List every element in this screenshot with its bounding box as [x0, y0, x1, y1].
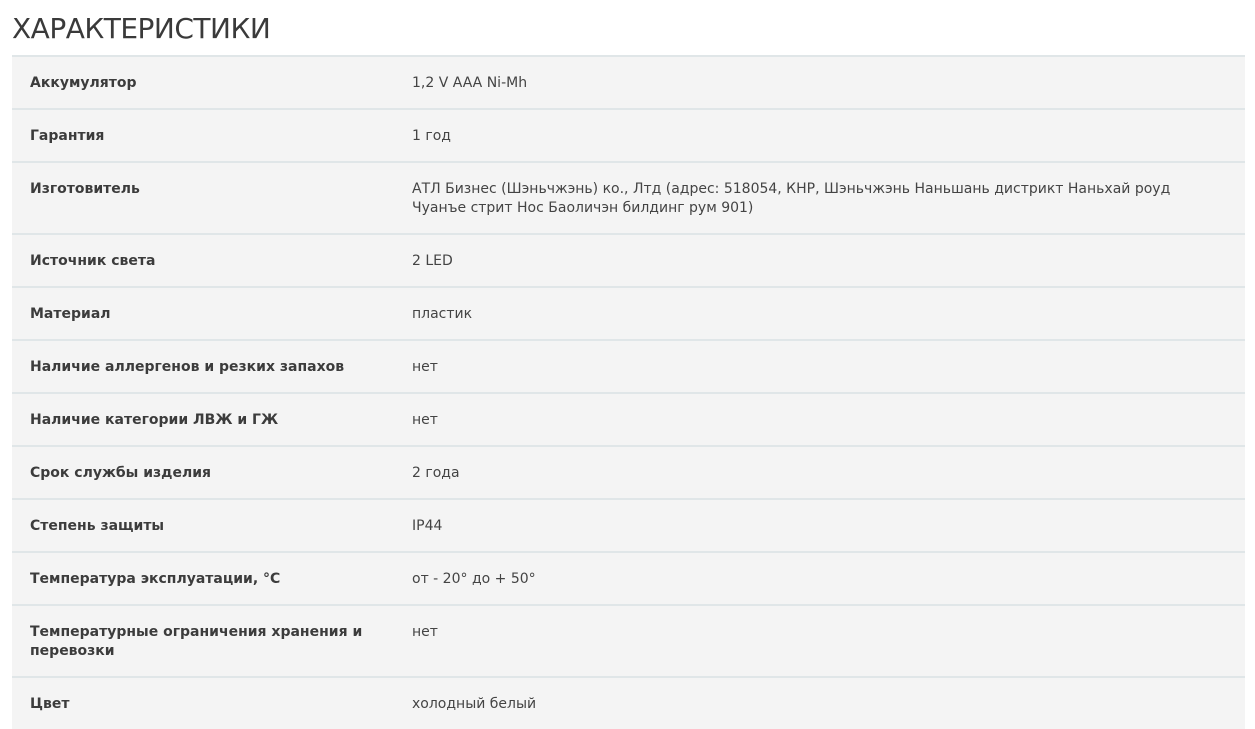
spec-row-storage-temp	[12, 605, 1245, 677]
spec-row-color	[12, 677, 1245, 729]
spec-name: Аккумулятор	[12, 56, 394, 109]
spec-name: Наличие аллергенов и резких запахов	[12, 340, 394, 393]
spec-row-service-life	[12, 446, 1245, 499]
spec-name: Цвет	[12, 677, 394, 729]
spec-name: Температурные ограничения хранения и перевозки	[12, 605, 394, 677]
spec-value: нет	[394, 340, 1245, 393]
spec-value: 1 год	[394, 109, 1245, 162]
spec-name: Наличие категории ЛВЖ и ГЖ	[12, 393, 394, 446]
spec-row-battery	[12, 56, 1245, 109]
spec-value: нет	[394, 393, 1245, 446]
spec-row-allergens	[12, 340, 1245, 393]
spec-value: нет	[394, 605, 1245, 677]
spec-value: 2 года	[394, 446, 1245, 499]
spec-name: Температура эксплуатации, °С	[12, 552, 394, 605]
spec-name: Изготовитель	[12, 162, 394, 234]
spec-row-material	[12, 287, 1245, 340]
spec-name: Срок службы изделия	[12, 446, 394, 499]
spec-value: 1,2 V AAA Ni-Mh	[394, 56, 1245, 109]
spec-value: АТЛ Бизнес (Шэньчжэнь) ко., Лтд (адрес: 518054, КНР, Шэньчжэнь Наньшань дистрикт Наньхай роуд Чуанъе стрит Нос Баоличэн билдинг рум 901)	[394, 162, 1245, 234]
spec-value: 2 LED	[394, 234, 1245, 287]
spec-row-warranty	[12, 109, 1245, 162]
spec-row-manufacturer	[12, 162, 1245, 234]
spec-row-operating-temp	[12, 552, 1245, 605]
specs-table	[12, 55, 1245, 729]
spec-name: Степень защиты	[12, 499, 394, 552]
spec-row-flammable-category	[12, 393, 1245, 446]
spec-name: Материал	[12, 287, 394, 340]
spec-name: Источник света	[12, 234, 394, 287]
spec-row-protection	[12, 499, 1245, 552]
spec-value: IP44	[394, 499, 1245, 552]
spec-value: пластик	[394, 287, 1245, 340]
spec-name: Гарантия	[12, 109, 394, 162]
spec-value: холодный белый	[394, 677, 1245, 729]
page-title: ХАРАКТЕРИСТИКИ	[12, 12, 271, 45]
spec-row-light-source	[12, 234, 1245, 287]
spec-value: от - 20° до + 50°	[394, 552, 1245, 605]
